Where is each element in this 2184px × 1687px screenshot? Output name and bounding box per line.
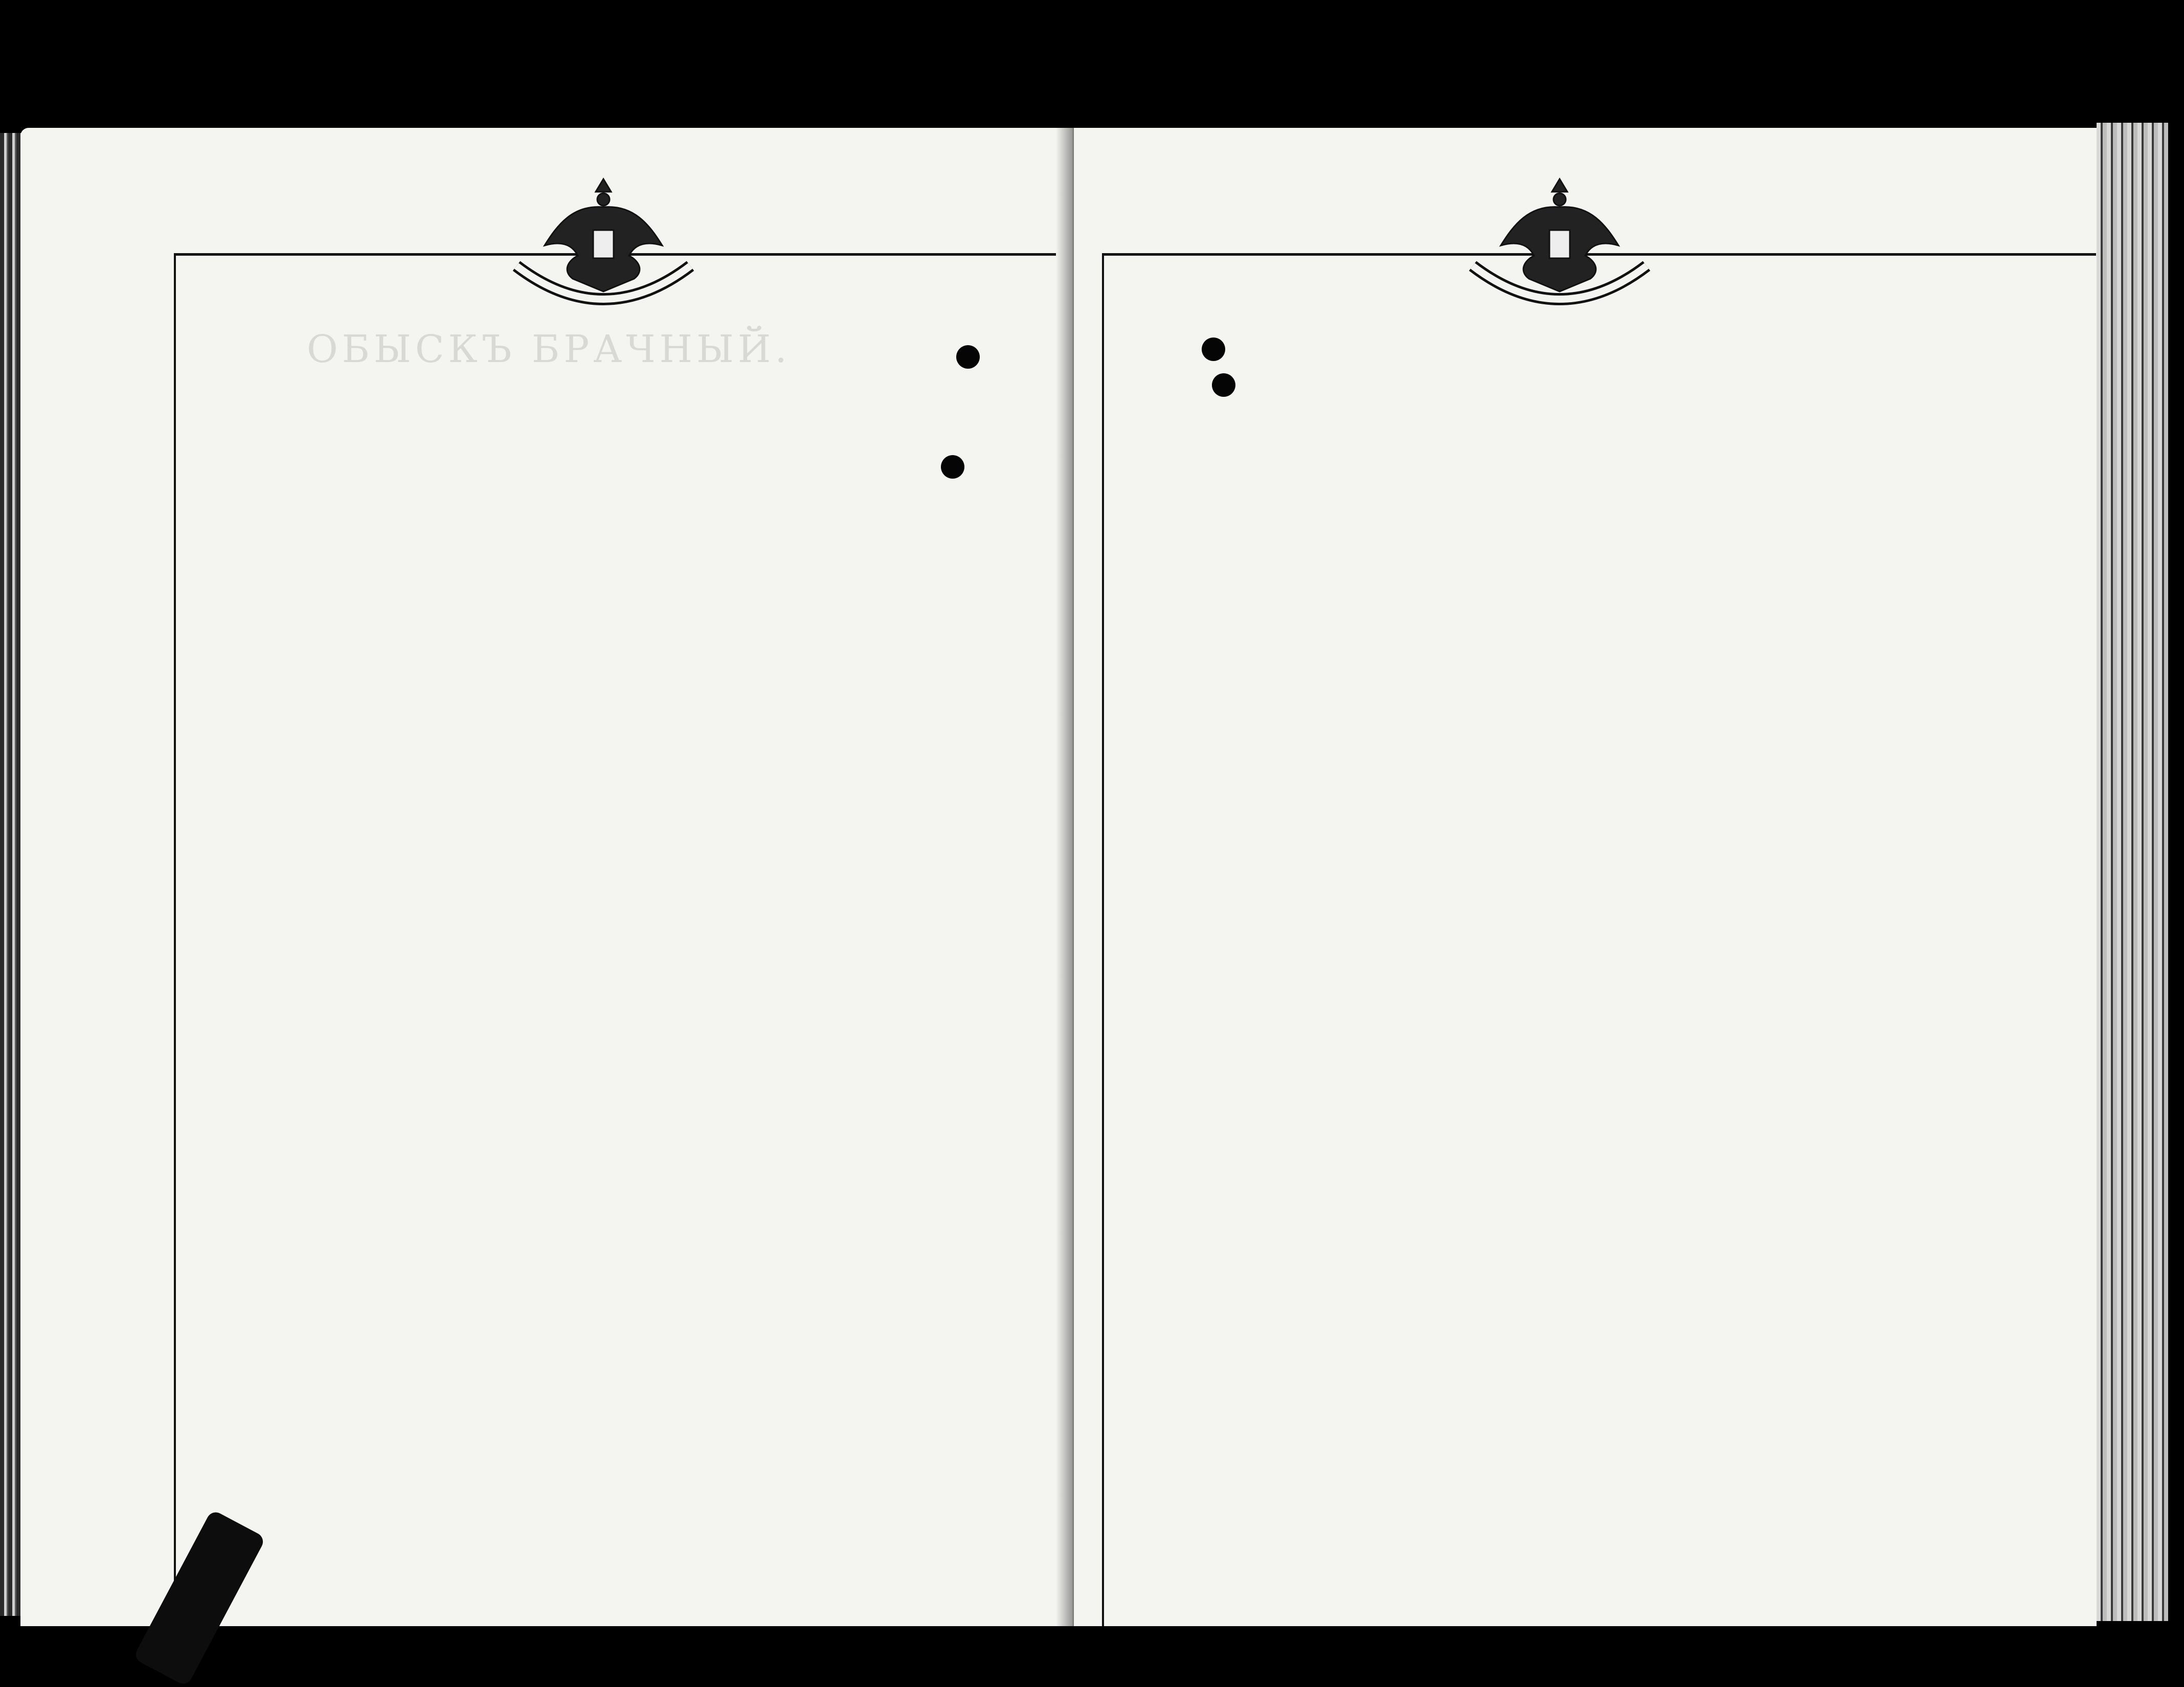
left-page: [20, 128, 1074, 1626]
right-page: [1074, 128, 2097, 1626]
coat-of-arms-emblem: [496, 169, 711, 322]
punch-hole: [1212, 373, 1235, 397]
punch-hole: [1202, 338, 1225, 361]
left-page-frame: [174, 253, 1074, 1626]
punch-hole: [941, 455, 964, 479]
bleed-through-text: ОБЫСКЪ БРАЧНЫЙ.: [307, 327, 791, 371]
punch-hole: [956, 345, 980, 369]
right-page-frame: [1102, 253, 2096, 1626]
right-book-edges: [2097, 123, 2168, 1621]
coat-of-arms-emblem: [1452, 169, 1667, 322]
